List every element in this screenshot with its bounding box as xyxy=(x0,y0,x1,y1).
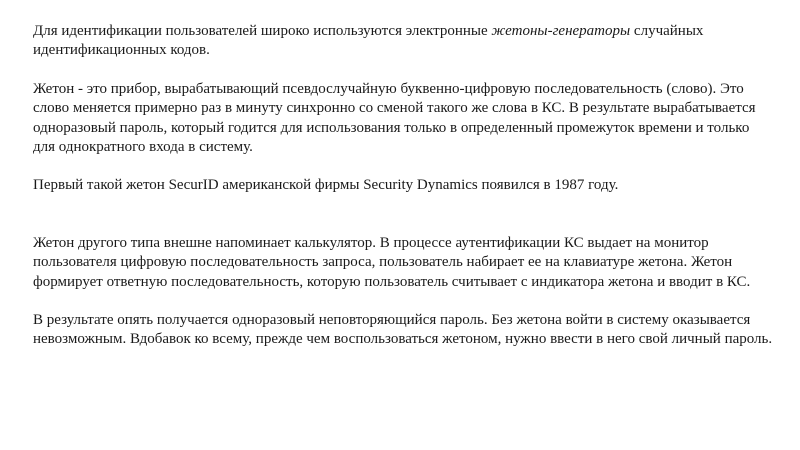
paragraph-intro xyxy=(33,22,773,61)
paragraph-calculator-token: Жетон другого типа внешне напоминает калькулятор. В процессе аутентификации КС выдает на монитор пользователя цифровую последовательность запроса, пользователь набирает ее на клавиатуре жетона. Жетон формирует ответную последовательность, которую пользователь считывает с индикатора жетона и вводит в КС. xyxy=(33,234,751,290)
intro-text-end: случайных идентификационных кодов. xyxy=(33,23,704,59)
intro-emphasis: жетоны-генераторы xyxy=(491,23,631,39)
spacer xyxy=(33,61,773,80)
paragraph-one-time-password: В результате опять получается одноразовый неповторяющийся пароль. Без жетона войти в систему оказывается невозможным. Вдобавок ко всему, прежде чем воспользоваться жетоном, нужно ввести в него свой личный пароль. xyxy=(33,312,773,348)
paragraph-token-definition: Жетон - это прибор, вырабатывающий псевдослучайную буквенно-цифровую последовательность (слово). Это слово меняется примерно раз в минуту синхронно со сменой такого же слова в КС. В результате вырабатывается одноразовый пароль, который годится для использования только в определенный промежуток времени и только для однократного входа в систему. xyxy=(33,80,756,156)
intro-text: Для идентификации пользователей широко используются электронные xyxy=(33,23,492,39)
paragraph-securid: Первый такой жетон SecurID американской фирмы Security Dynamics появился в 1987 году. xyxy=(33,177,619,194)
slide-body xyxy=(33,22,773,350)
spacer xyxy=(33,196,773,234)
spacer xyxy=(33,157,773,176)
spacer xyxy=(33,292,773,311)
